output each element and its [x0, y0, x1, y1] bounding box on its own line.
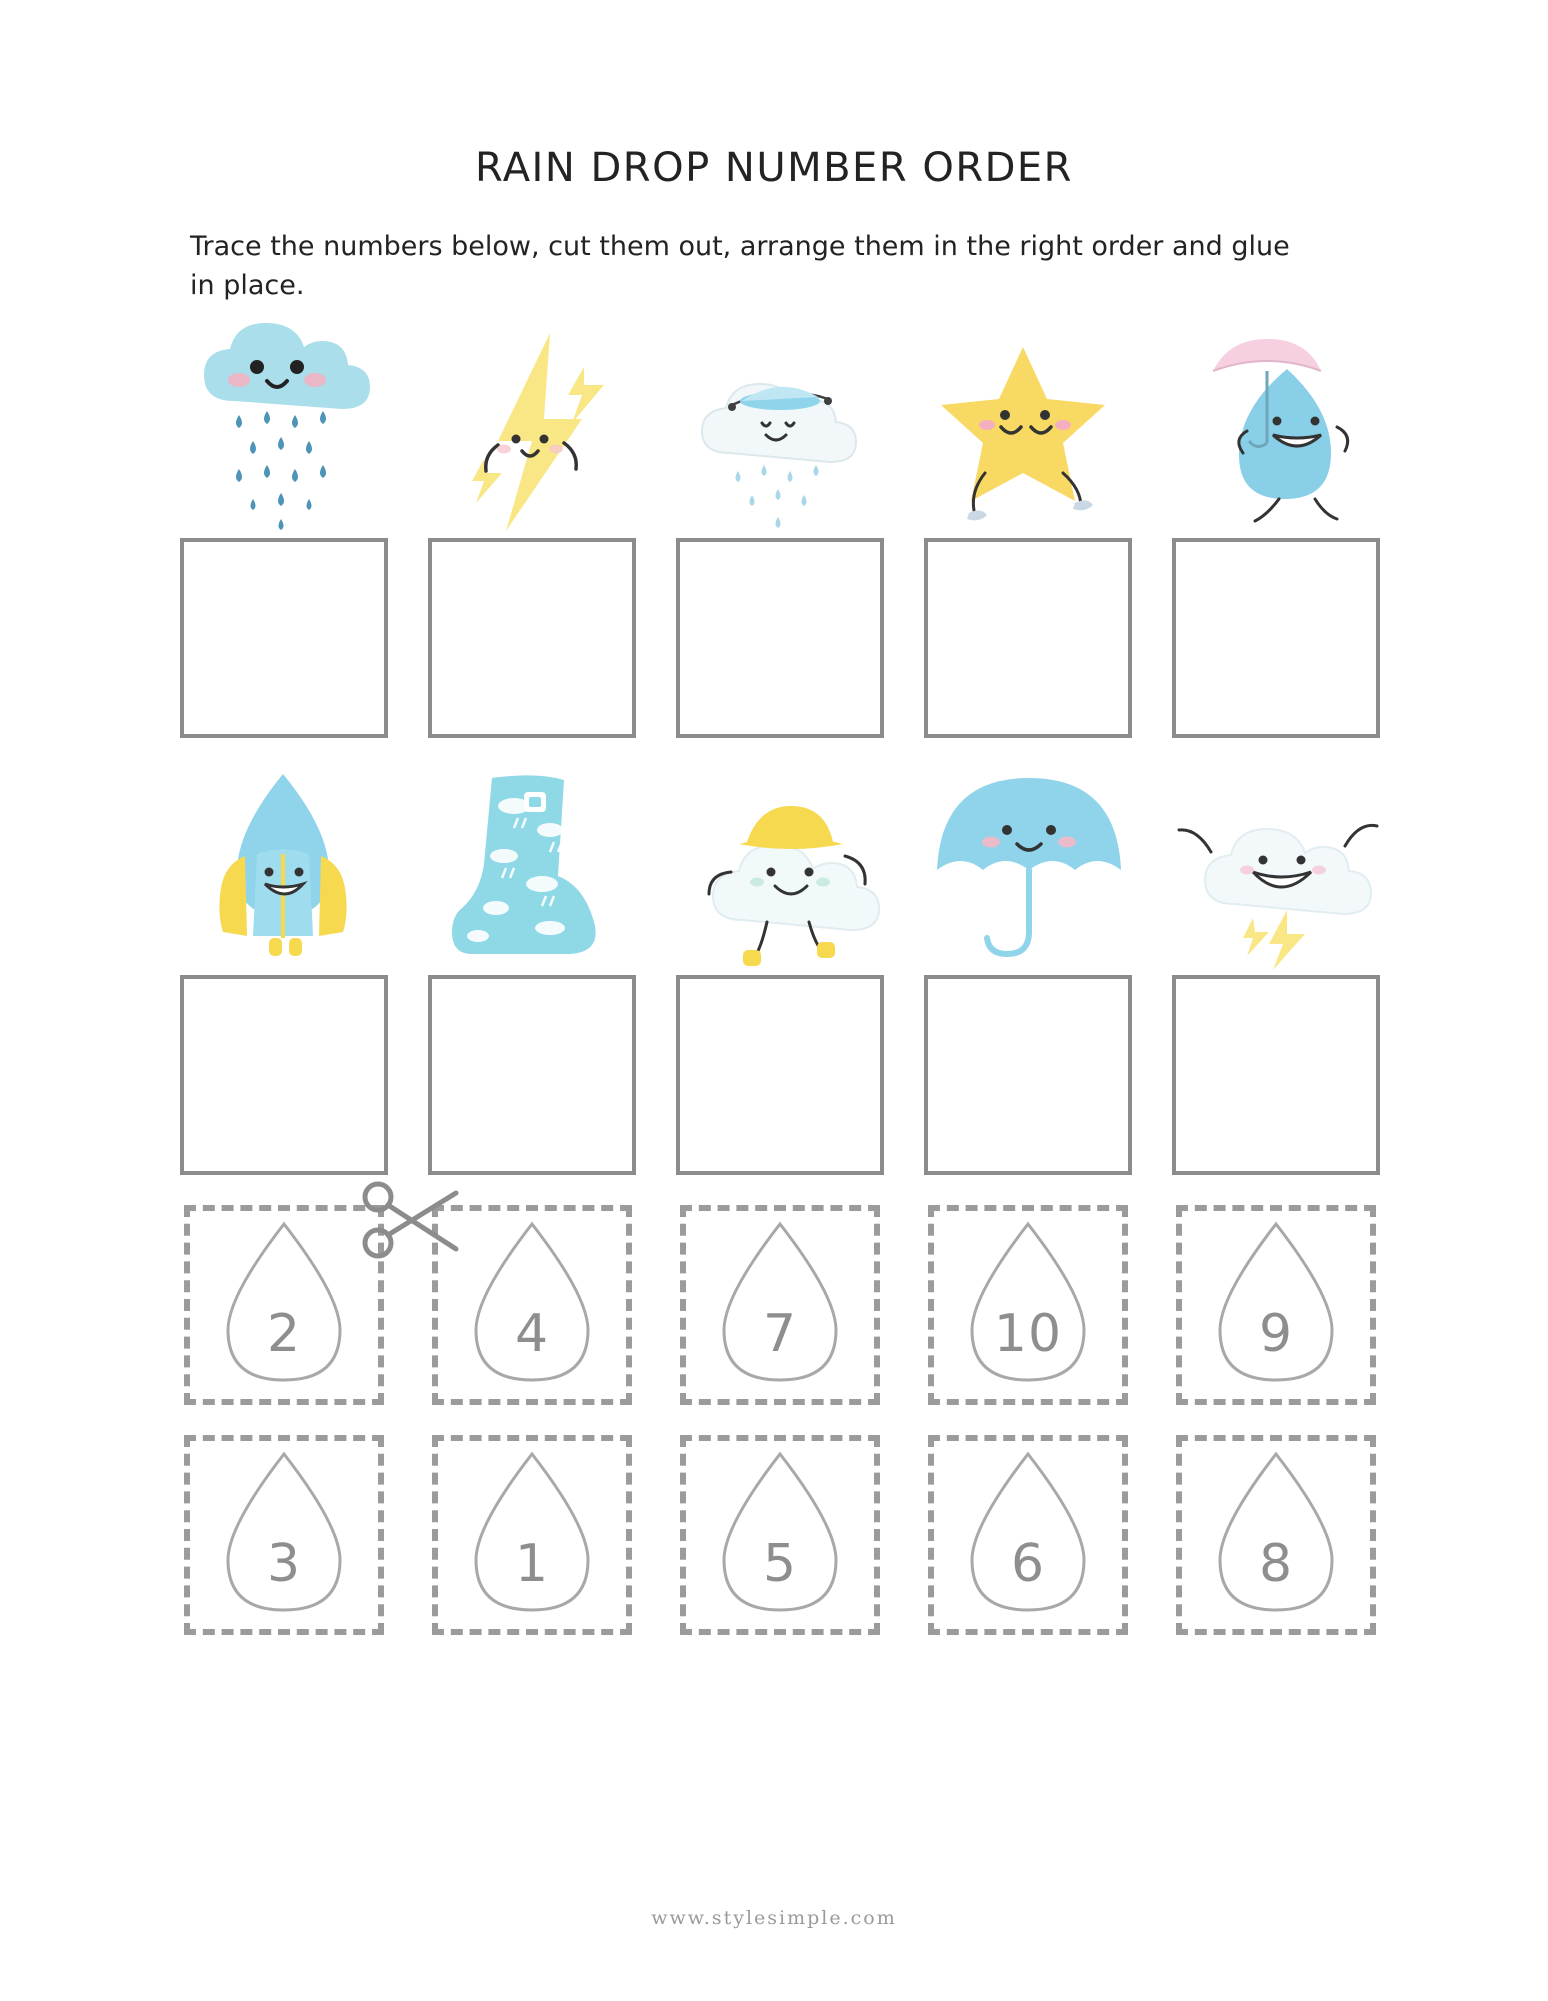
answer-box[interactable] — [924, 538, 1132, 738]
raindrop-with-umbrella-icon — [1161, 323, 1391, 538]
worksheet-cell — [904, 323, 1152, 738]
cutout-item[interactable] — [160, 1205, 408, 1405]
cutout-row-2 — [160, 1435, 1400, 1635]
worksheet-cell — [408, 760, 656, 1175]
rain-boot-icon — [417, 760, 647, 975]
answer-box[interactable] — [924, 975, 1132, 1175]
trace-number: 6 — [1010, 1533, 1046, 1594]
cloud-with-hat-icon — [665, 323, 895, 538]
cutout-item[interactable] — [656, 1435, 904, 1635]
trace-number: 8 — [1258, 1533, 1294, 1594]
worksheet-cell — [160, 760, 408, 1175]
picture-row-1 — [160, 323, 1400, 738]
instructions-text: Trace the numbers below, cut them out, arrange them in the right order and glue in place. — [190, 231, 1290, 302]
trace-number: 9 — [1258, 1303, 1294, 1364]
rain-cloud-icon — [169, 323, 399, 538]
lightning-bolt-icon — [417, 323, 647, 538]
trace-number: 10 — [993, 1303, 1063, 1364]
trace-number: 4 — [514, 1303, 550, 1364]
worksheet-cell — [656, 323, 904, 738]
cutout-item[interactable] — [1152, 1205, 1400, 1405]
answer-box[interactable] — [676, 538, 884, 738]
cutout-item[interactable] — [904, 1205, 1152, 1405]
page-title: RAIN DROP NUMBER ORDER — [475, 145, 1073, 191]
answer-box[interactable] — [428, 975, 636, 1175]
answer-box[interactable] — [180, 975, 388, 1175]
cloud-with-rain-hat-icon — [665, 760, 895, 975]
trace-number: 3 — [266, 1533, 302, 1594]
storm-cloud-icon — [1161, 760, 1391, 975]
cutout-item[interactable] — [656, 1205, 904, 1405]
answer-box[interactable] — [1172, 538, 1380, 738]
answer-box[interactable] — [428, 538, 636, 738]
worksheet-cell — [904, 760, 1152, 1175]
trace-number: 7 — [762, 1303, 798, 1364]
picture-row-2 — [160, 760, 1400, 1175]
answer-box[interactable] — [1172, 975, 1380, 1175]
trace-number: 5 — [762, 1533, 798, 1594]
cutout-item[interactable] — [904, 1435, 1152, 1635]
worksheet-cell — [408, 323, 656, 738]
trace-number: 1 — [514, 1533, 550, 1594]
footer-website: www.stylesimple.com — [651, 1907, 897, 1929]
cutout-item[interactable] — [408, 1435, 656, 1635]
cutout-row-1 — [160, 1205, 1400, 1405]
answer-box[interactable] — [180, 538, 388, 738]
worksheet-cell — [656, 760, 904, 1175]
cutout-item[interactable] — [160, 1435, 408, 1635]
worksheet-cell — [160, 323, 408, 738]
worksheet-cell — [1152, 760, 1400, 1175]
worksheet-cell — [1152, 323, 1400, 738]
scissors-icon — [356, 1179, 466, 1274]
cutout-item[interactable] — [1152, 1435, 1400, 1635]
answer-box[interactable] — [676, 975, 884, 1175]
star-icon — [913, 323, 1143, 538]
raindrop-raincoat-icon — [169, 760, 399, 975]
umbrella-icon — [913, 760, 1143, 975]
trace-number: 2 — [266, 1303, 302, 1364]
